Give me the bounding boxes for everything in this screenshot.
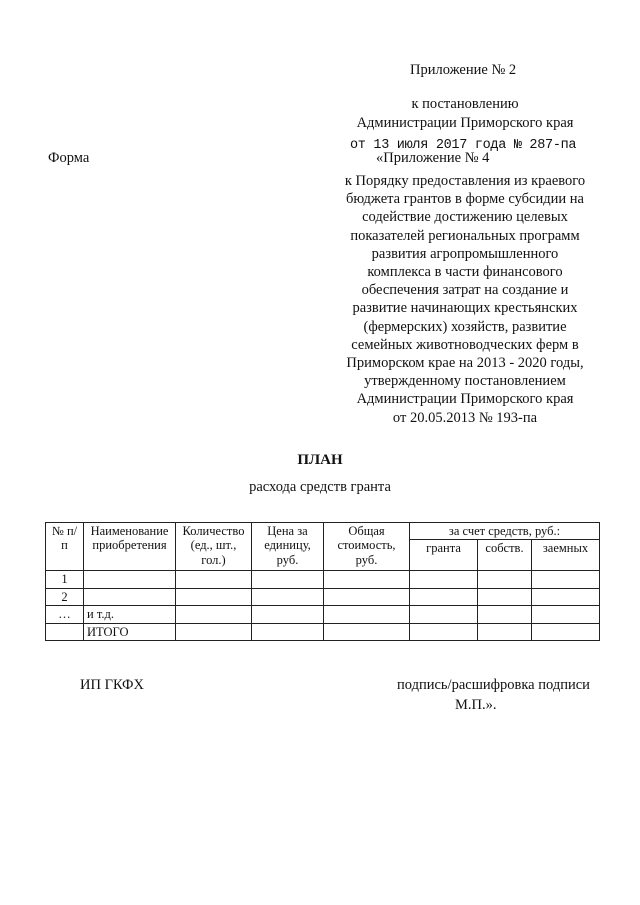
to-resolution: к постановлению <box>411 96 519 112</box>
row-number: 2 <box>46 588 84 605</box>
procedure-line: к Порядку предоставления из краевого <box>344 173 586 189</box>
appendix-number: Приложение № 2 <box>410 62 517 78</box>
procedure-line: комплекса в части финансового <box>367 264 563 281</box>
row-name <box>84 588 176 605</box>
ip-label: ИП ГКФХ <box>80 677 144 693</box>
procedure-line: содействие достижению целевых <box>362 209 568 226</box>
procedure-line: развития агропромышленного <box>371 245 559 262</box>
procedure-line: Администрации Приморского края <box>356 391 574 408</box>
col-grant-header: гранта <box>410 540 478 571</box>
appendix-4-label: «Приложение № 4 <box>376 150 490 166</box>
col-number-header: № п/п <box>46 523 84 571</box>
table-row <box>46 571 600 588</box>
table-row <box>46 606 600 623</box>
row-name: и т.д. <box>84 606 176 623</box>
col-loan-header: заемных <box>532 540 600 571</box>
document-title: ПЛАН <box>297 452 343 468</box>
col-price-header: Цена за единицу, руб. <box>252 523 324 571</box>
form-label: Форма <box>48 150 90 166</box>
procedure-line: утвержденному постановлением <box>364 373 566 390</box>
col-name-header: Наименование приобретения <box>84 523 176 571</box>
plan-table <box>45 522 600 641</box>
procedure-line: развитие начинающих крестьянских <box>352 300 578 317</box>
document-subtitle: расхода средств гранта <box>249 479 391 495</box>
col-total-header: Общая стоимость, руб. <box>324 523 410 571</box>
procedure-line: (фермерских) хозяйств, развитие <box>363 318 567 335</box>
row-name <box>84 571 176 588</box>
col-own-header: собств. <box>478 540 532 571</box>
table-row-total <box>46 623 600 640</box>
administration-name: Администрации Приморского края <box>356 115 574 131</box>
row-number: 1 <box>46 571 84 588</box>
table-header-row <box>46 523 600 540</box>
procedure-text <box>330 172 600 427</box>
procedure-line: показателей региональных программ <box>350 227 580 244</box>
signature-label: подпись/расшифровка подписи <box>397 677 590 693</box>
seal-label: М.П.». <box>455 697 497 713</box>
col-sources-header: за счет средств, руб.: <box>410 523 600 540</box>
procedure-line: бюджета грантов в форме субсидии на <box>346 191 584 208</box>
resolution-stamp: от 13 июля 2017 года № 287-па <box>350 138 577 153</box>
row-number <box>46 623 84 640</box>
table-row <box>46 588 600 605</box>
procedure-line: Приморском крае на 2013 - 2020 годы, <box>346 355 584 372</box>
row-name: ИТОГО <box>84 623 176 640</box>
procedure-line: от 20.05.2013 № 193-па <box>392 409 538 426</box>
procedure-line: семейных животноводческих ферм в <box>351 336 579 353</box>
row-number: … <box>46 606 84 623</box>
col-quantity-header: Количество (ед., шт., гол.) <box>176 523 252 571</box>
procedure-line: обеспечения затрат на создание и <box>361 282 569 299</box>
